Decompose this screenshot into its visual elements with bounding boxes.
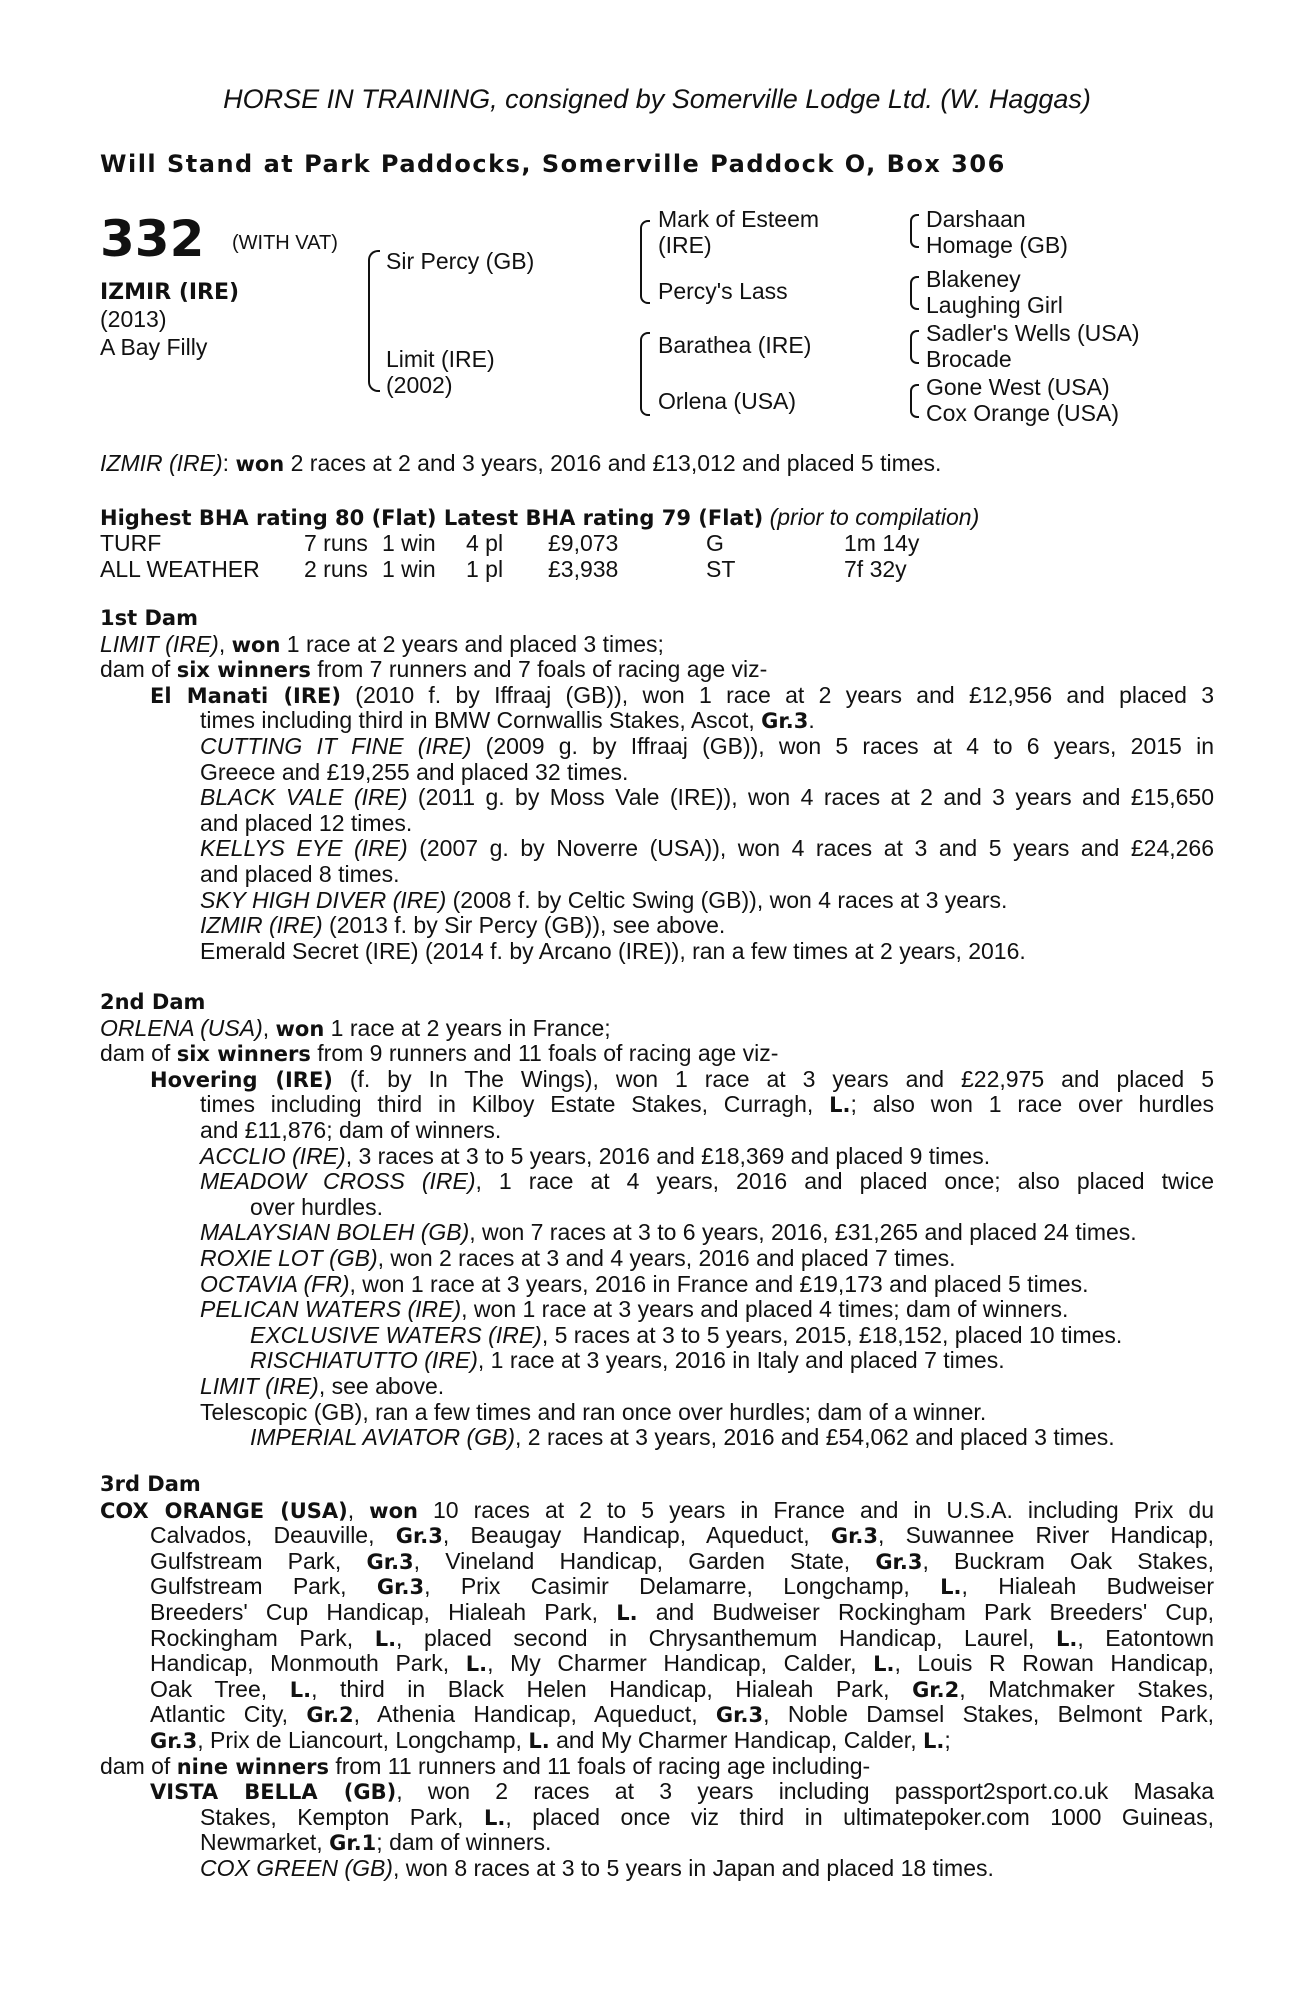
text-segment: and My Charmer Handicap, Calder, [549, 1726, 923, 1753]
produce-izmir [100, 913, 1214, 939]
ri-name: RISCHIATUTTO (IRE) [250, 1347, 478, 1374]
produce-vista-bella-cont2 [100, 1830, 1214, 1856]
e5-name: SKY HIGH DIVER (IRE) [200, 886, 447, 913]
d3-winners: nine winners [176, 1754, 329, 1779]
produce-hovering [100, 1067, 1214, 1093]
h-a: (f. by In The Wings), won 1 race at 3 years and £22,975 and placed 5 [332, 1065, 1214, 1092]
e2-name: CUTTING IT FINE (IRE) [200, 732, 472, 759]
third-dam-record-line [100, 1728, 1214, 1754]
vb-b1: Stakes, Kempton Park, [200, 1803, 484, 1830]
e6-name: IZMIR (IRE) [200, 912, 323, 939]
bold-segment: L. [374, 1626, 397, 1651]
e3-name: BLACK VALE (IRE) [200, 784, 408, 811]
produce-hovering-cont [100, 1092, 1214, 1118]
dam-parents-bracket [640, 332, 650, 416]
third-dam-produce [100, 1754, 1214, 1780]
sire-parents-bracket [640, 220, 650, 304]
text-segment: , third in Black Helen Handicap, Hialeah Park, [311, 1675, 913, 1702]
text-segment: , Prix de Liancourt, Longchamp, [197, 1726, 529, 1753]
text-segment: Gulfstream Park, [150, 1547, 367, 1574]
d2-damof: dam of [100, 1040, 177, 1067]
first-dam-section [100, 606, 1214, 964]
horse-year: (2013) [100, 306, 167, 332]
bold-segment: Gr.3 [376, 1575, 425, 1600]
pedigree-dam-sire: Barathea (IRE) [658, 332, 812, 358]
third-dam-record [100, 1498, 1214, 1754]
vb-cgr: Gr.1 [329, 1831, 377, 1856]
a-a: , 3 races at 3 to 5 years, 2016 and £18,369 and placed 9 times. [345, 1142, 991, 1169]
pedigree-sire-sire-suffix: (IRE) [658, 232, 712, 258]
bha-row-2-dist: 7f 32y [844, 556, 907, 582]
bha-row-1-prize: £9,073 [548, 530, 619, 556]
vb-bl: L. [483, 1805, 506, 1830]
produce-kellys-eye-cont: and placed 8 times. [200, 860, 400, 887]
record-won: won [235, 452, 285, 476]
h-b1: times including third in Kilboy Estate Stakes, Curragh, [200, 1091, 830, 1118]
bracket-3 [910, 330, 919, 364]
produce-vista-bella-cont [100, 1805, 1214, 1831]
pedigree-sdd: Laughing Girl [926, 292, 1063, 318]
text-segment: , My Charmer Handicap, Calder, [487, 1650, 874, 1677]
pedigree-dss: Sadler's Wells (USA) [926, 320, 1140, 346]
produce-exclusive-waters [100, 1323, 1214, 1349]
bha-row-2-pl: 1 pl [466, 556, 504, 582]
d1-rest: 1 race at 2 years and placed 3 times; [280, 630, 664, 657]
o-a: , won 1 race at 3 years, 2016 in France and £19,173 and placed 5 times. [349, 1270, 1089, 1297]
bold-segment: L. [873, 1652, 895, 1677]
lot-number: 332 [100, 210, 205, 268]
record-text: 2 races at 2 and 3 years, 2016 and £13,012 and placed 5 times. [284, 450, 942, 476]
horse-description: A Bay Filly [100, 334, 208, 360]
bold-segment: L. [616, 1600, 638, 1625]
pedigree-sss: Darshaan [926, 206, 1026, 232]
pedigree-ddd: Cox Orange (USA) [926, 400, 1120, 426]
m-a: , 1 race at 4 years, 2016 and placed once; also placed twice [475, 1168, 1215, 1195]
text-segment: , placed second in Chrysanthemum Handicap, Laurel, [396, 1624, 1056, 1651]
o-name: OCTAVIA (FR) [200, 1270, 350, 1297]
produce-el-manati [100, 683, 1214, 709]
vat-note: (WITH VAT) [232, 232, 338, 254]
bracket-2 [910, 276, 919, 310]
d1-damof-rest: from 7 runners and 7 foals of racing age viz- [310, 656, 768, 683]
e5-a: (2008 f. by Celtic Swing (GB)), won 4 races at 3 years. [446, 886, 1008, 913]
produce-malaysian-boleh [100, 1220, 1214, 1246]
text-segment: , Louis R Rowan Handicap, [894, 1650, 1214, 1677]
produce-roxie-lot [100, 1246, 1214, 1272]
d2-name: ORLENA (USA) [100, 1014, 263, 1041]
text-segment: Gulfstream Park, [150, 1573, 377, 1600]
bracket-1 [910, 214, 919, 248]
text-segment: and Budweiser Rockingham Park Breeders' Cup, [637, 1598, 1214, 1625]
consignment-line: HORSE IN TRAINING, consigned by Somerville Lodge Ltd. (W. Haggas) [223, 84, 1091, 114]
text-segment: ; [944, 1726, 951, 1753]
ia-name: IMPERIAL AVIATOR (GB) [250, 1424, 515, 1451]
first-dam-produce [100, 657, 1214, 683]
bold-segment: L. [528, 1728, 550, 1753]
produce-sky-high-diver [100, 888, 1214, 914]
first-dam-record: LIMIT (IRE), won 1 race at 2 years and placed 3 times; [100, 630, 664, 657]
ri-a: , 1 race at 3 years, 2016 in Italy and placed 7 times. [477, 1347, 1005, 1374]
produce-el-manati-cont [100, 708, 1214, 734]
h-bl: L. [829, 1093, 851, 1118]
bold-segment: won [369, 1498, 418, 1523]
bracket-4 [910, 384, 919, 418]
produce-emerald-secret: Emerald Secret (IRE) (2014 f. by Arcano (IRE)), ran a few times at 2 years, 2016. [200, 937, 1026, 964]
produce-black-vale [100, 785, 1214, 811]
bha-row-1-pl: 4 pl [466, 530, 504, 556]
produce-imperial-aviator [100, 1425, 1214, 1451]
record-name: IZMIR (IRE) [100, 450, 223, 476]
bha-row-1-runs: 7 runs [304, 530, 368, 556]
text-segment: , Vineland Handicap, Garden State, [413, 1547, 876, 1574]
e2-a: (2009 g. by Iffraaj (GB)), won 5 races at 4 to 6 years, 2015 in [471, 732, 1214, 759]
produce-meadow-cross-cont: over hurdles. [250, 1193, 383, 1220]
p-name: PELICAN WATERS (IRE) [200, 1296, 462, 1323]
bha-row-2-going: ST [706, 556, 736, 582]
third-dam-record-line [100, 1549, 1214, 1575]
pedigree-dam-year: (2002) [386, 372, 453, 398]
bha-heading: Highest BHA rating 80 (Flat) Latest BHA rating 79 (Flat) [100, 506, 764, 530]
produce-hovering-cont2: and £11,876; dam of winners. [200, 1116, 502, 1143]
mb-name: MALAYSIAN BOLEH (GB) [200, 1219, 470, 1246]
vb-c2: ; dam of winners. [376, 1829, 552, 1856]
cg-name: COX GREEN (GB) [200, 1854, 393, 1881]
d2-winners: six winners [176, 1042, 311, 1067]
second-dam-produce [100, 1041, 1214, 1067]
vb-b2: , placed once viz third in ultimatepoker.com 1000 Guineas, [505, 1803, 1214, 1830]
pedigree-dsd: Brocade [926, 346, 1012, 372]
e4-name: KELLYS EYE (IRE) [200, 835, 408, 862]
text-segment: Breeders' Cup Handicap, Hialeah Park, [150, 1598, 617, 1625]
text-segment: Calvados, Deauville, [150, 1522, 396, 1549]
text-segment: Handicap, Monmouth Park, [150, 1650, 466, 1677]
cg-a: , won 8 races at 3 to 5 years in Japan and placed 18 times. [392, 1854, 994, 1881]
text-segment: , [347, 1496, 370, 1523]
produce-limit [100, 1374, 1214, 1400]
l-name: LIMIT (IRE) [200, 1372, 319, 1399]
pedigree-dam: Limit (IRE) [386, 346, 495, 372]
vb-a: , won 2 races at 3 years including passport2sport.co.uk Masaka [396, 1778, 1214, 1805]
bold-segment: Gr.3 [875, 1549, 923, 1574]
pedigree-dds: Gone West (USA) [926, 374, 1110, 400]
produce-vista-bella [100, 1779, 1214, 1805]
d3-damof: dam of [100, 1752, 177, 1779]
second-dam-section [100, 990, 1214, 1451]
d2-damof-rest: from 9 runners and 11 foals of racing age viz- [310, 1040, 779, 1067]
text-segment: , Hialeah Budweiser [961, 1573, 1215, 1600]
produce-pelican-waters [100, 1297, 1214, 1323]
text-segment: , Suwannee River Handicap, [878, 1522, 1214, 1549]
pedigree-dam-dam: Orlena (USA) [658, 388, 797, 414]
bold-segment: L. [465, 1652, 488, 1677]
vb-c1: Newmarket, [200, 1829, 330, 1856]
produce-acclio [100, 1144, 1214, 1170]
third-dam-record-line [100, 1523, 1214, 1549]
e1-b: times including third in BMW Cornwallis Stakes, Ascot, [200, 707, 762, 734]
bold-segment: Gr.3 [366, 1549, 414, 1574]
bha-row-2-wins: 1 win [382, 556, 436, 582]
third-dam-heading: 3rd Dam [100, 1472, 201, 1496]
stand-location: Will Stand at Park Paddocks, Somerville Paddock O, Box 306 [100, 150, 1006, 178]
d3-damof-rest: from 11 runners and 11 foals of racing age including- [328, 1752, 871, 1779]
text-segment: , Matchmaker Stakes, [959, 1675, 1214, 1702]
d1-winners: six winners [176, 658, 311, 683]
ex-a: , 5 races at 3 to 5 years, 2015, £18,152, placed 10 times. [541, 1321, 1123, 1348]
bold-segment: L. [940, 1575, 962, 1600]
second-dam-record: ORLENA (USA), won 1 race at 2 years in France; [100, 1014, 611, 1041]
ex-name: EXCLUSIVE WATERS (IRE) [250, 1321, 542, 1348]
mb-a: , won 7 races at 3 to 6 years, 2016, £31,265 and placed 24 times. [469, 1219, 1137, 1246]
bold-segment: Gr.3 [715, 1703, 764, 1728]
bold-segment: COX ORANGE (USA) [100, 1498, 348, 1523]
e1-end: . [808, 707, 815, 734]
third-dam-record-line [100, 1651, 1214, 1677]
text-segment: Oak Tree, [150, 1675, 290, 1702]
bold-segment: L. [922, 1728, 945, 1753]
produce-telescopic: Telescopic (GB), ran a few times and ran once over hurdles; dam of a winner. [200, 1398, 987, 1425]
first-dam-heading: 1st Dam [100, 606, 198, 630]
bold-segment: Gr.2 [912, 1677, 960, 1702]
text-segment: , Beaugay Handicap, Aqueduct, [442, 1522, 831, 1549]
bha-row-1-surface: TURF [100, 530, 162, 556]
text-segment: Rockingham Park, [150, 1624, 375, 1651]
d2-rest: 1 race at 2 years in France; [324, 1014, 611, 1041]
text-segment: , Eatontown [1077, 1624, 1214, 1651]
bha-rating [100, 504, 979, 531]
r-name: ROXIE LOT (GB) [200, 1244, 378, 1271]
third-dam-section [100, 1472, 1214, 1882]
d2-won: won [275, 1016, 325, 1041]
d1-name: LIMIT (IRE) [100, 630, 219, 657]
text-segment: , Athenia Handicap, Aqueduct, [353, 1701, 716, 1728]
sire-dam-bracket [368, 250, 380, 392]
produce-kellys-eye [100, 836, 1214, 862]
produce-meadow-cross [100, 1169, 1214, 1195]
bha-row-2-prize: £3,938 [548, 556, 619, 582]
bha-row-2-runs: 2 runs [304, 556, 368, 582]
e1-name: El Manati (IRE) [150, 683, 341, 708]
horse-name: IZMIR (IRE) [100, 280, 240, 305]
pedigree-ssd: Homage (GB) [926, 232, 1068, 258]
h-b2: ; also won 1 race over hurdles [850, 1091, 1214, 1118]
text-segment: , Noble Damsel Stakes, Belmont Park, [763, 1701, 1214, 1728]
ia-a: , 2 races at 3 years, 2016 and £54,062 and placed 3 times. [515, 1424, 1115, 1451]
h-name: Hovering (IRE) [150, 1067, 333, 1092]
d1-damof: dam of [100, 656, 177, 683]
second-dam-heading: 2nd Dam [100, 990, 206, 1014]
pedigree-sire-dam: Percy's Lass [658, 278, 788, 304]
p-a: , won 1 race at 3 years and placed 4 times; dam of winners. [461, 1296, 1069, 1323]
d1-won: won [231, 632, 281, 657]
r-a: , won 2 races at 3 and 4 years, 2016 and placed 7 times. [377, 1244, 956, 1271]
a-name: ACCLIO (IRE) [200, 1142, 346, 1169]
pedigree-sds: Blakeney [926, 266, 1021, 292]
bold-segment: Gr.3 [830, 1524, 879, 1549]
third-dam-record-line [100, 1600, 1214, 1626]
bha-row-1-going: G [706, 530, 724, 556]
bha-note: (prior to compilation) [769, 504, 980, 530]
produce-rischiatutto [100, 1348, 1214, 1374]
e6-a: (2013 f. by Sir Percy (GB)), see above. [322, 912, 726, 939]
bold-segment: Gr.3 [150, 1728, 198, 1753]
race-record: IZMIR (IRE): won 2 races at 2 and 3 years, 2016 and £13,012 and placed 5 times. [100, 450, 942, 476]
produce-cutting-it-fine [100, 734, 1214, 760]
bold-segment: Gr.2 [306, 1703, 354, 1728]
m-name: MEADOW CROSS (IRE) [200, 1168, 476, 1195]
produce-cox-green [100, 1856, 1214, 1882]
produce-black-vale-cont: and placed 12 times. [200, 809, 413, 836]
bha-row-1-wins: 1 win [382, 530, 436, 556]
third-dam-record-line [100, 1574, 1214, 1600]
e3-a: (2011 g. by Moss Vale (IRE)), won 4 races at 2 and 3 years and £15,650 [407, 784, 1214, 811]
bold-segment: L. [289, 1677, 312, 1702]
pedigree-sire: Sir Percy (GB) [386, 248, 535, 274]
text-segment: , Prix Casimir Delamarre, Longchamp, [424, 1573, 941, 1600]
vb-name: VISTA BELLA (GB) [150, 1780, 397, 1805]
l-a: , see above. [318, 1372, 445, 1399]
e1-gr: Gr.3 [761, 709, 809, 734]
bold-segment: L. [1055, 1626, 1078, 1651]
third-dam-record-line [100, 1626, 1214, 1652]
produce-cutting-it-fine-cont: Greece and £19,255 and placed 32 times. [200, 758, 629, 785]
bha-row-2-surface: ALL WEATHER [100, 556, 260, 582]
text-segment: , Buckram Oak Stakes, [922, 1547, 1214, 1574]
text-segment: 10 races at 2 to 5 years in France and in U.S.A. including Prix du [417, 1496, 1214, 1523]
produce-octavia [100, 1272, 1214, 1298]
third-dam-record-line [100, 1702, 1214, 1728]
pedigree-sire-sire: Mark of Esteem [658, 206, 820, 232]
bold-segment: Gr.3 [395, 1524, 443, 1549]
text-segment: Atlantic City, [150, 1701, 307, 1728]
e1-a: (2010 f. by Iffraaj (GB)), won 1 race at 2 years and £12,956 and placed 3 [340, 681, 1214, 708]
third-dam-record-line [100, 1677, 1214, 1703]
third-dam-record-line [100, 1498, 1214, 1524]
e4-a: (2007 g. by Noverre (USA)), won 4 races at 3 and 5 years and £24,266 [407, 835, 1215, 862]
bha-row-1-dist: 1m 14y [844, 530, 920, 556]
